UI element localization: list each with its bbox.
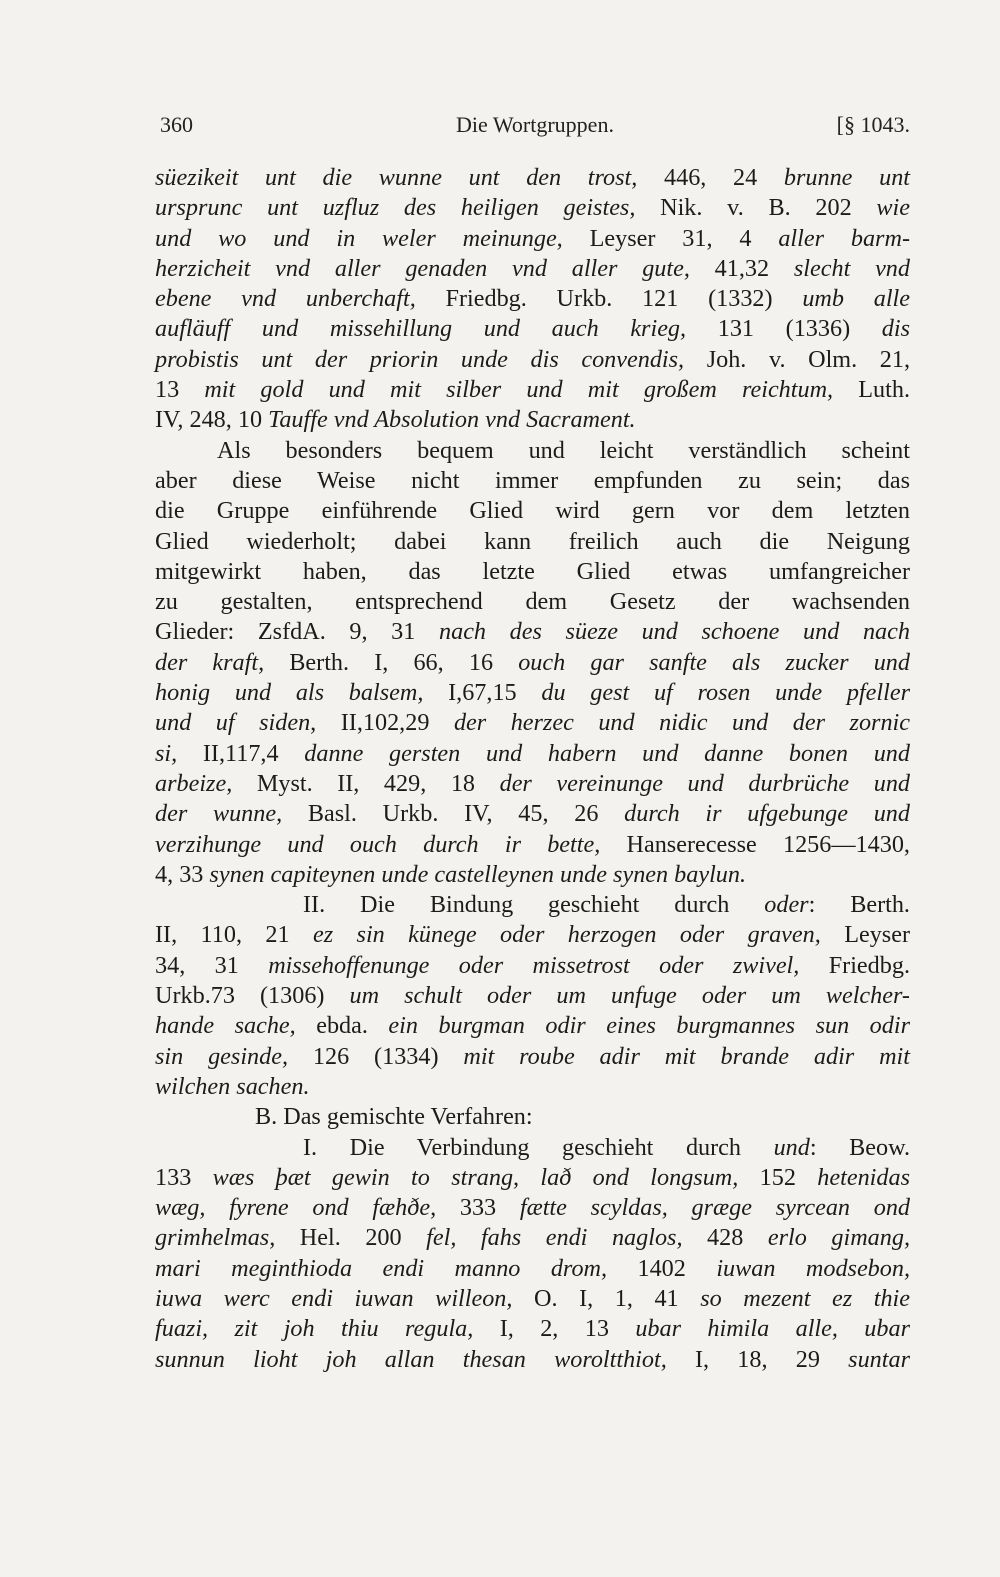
text-line [155, 1163, 910, 1193]
italic-quote: danne gersten und habern und danne bonen und [304, 739, 910, 767]
text-run: : Beow. [809, 1133, 911, 1161]
text-run: O. I, 1, 41 [512, 1284, 701, 1312]
body-text [155, 163, 910, 1375]
italic-quote: herzicheit vnd aller genaden vnd aller gute, [155, 254, 690, 282]
text-run: : Berth. [808, 891, 910, 919]
text-line [155, 163, 910, 193]
text-line [155, 496, 910, 526]
text-line [155, 648, 910, 678]
italic-quote: iuwan modsebon, [716, 1254, 911, 1282]
text-run: 34, 31 [155, 951, 269, 979]
italic-quote: umb alle [802, 285, 911, 313]
text-run: ebda. [295, 1012, 389, 1040]
text-run: Joh. v. Olm. 21, [684, 345, 910, 373]
italic-quote: si, [155, 739, 178, 767]
text-run: Nik. v. B. 202 [635, 194, 877, 222]
text-run: mitgewirkt haben, das letzte Glied etwas umfangreicher [155, 557, 910, 585]
text-line [155, 405, 910, 435]
text-line [155, 224, 910, 254]
text-run: 126 (1334) [288, 1042, 464, 1070]
text-line [155, 951, 910, 981]
text-line [155, 345, 910, 375]
italic-quote: erlo gimang, [767, 1224, 911, 1252]
italic-quote: aufläuff und missehillung und auch krieg, [155, 315, 687, 343]
italic-quote: wie [876, 194, 910, 222]
text-line [155, 1011, 910, 1041]
italic-quote: arbeize, [155, 769, 233, 797]
text-run: Leyser [820, 921, 911, 949]
italic-quote: brunne unt [783, 164, 911, 191]
text-line [155, 1314, 910, 1344]
italic-quote: hande sache, [155, 1012, 296, 1040]
italic-quote: und [773, 1133, 810, 1161]
italic-quote: probistis unt der priorin unde dis convendis, [155, 345, 685, 373]
text-line [155, 860, 910, 890]
italic-quote: iuwa werc endi iuwan willeon, [155, 1284, 513, 1312]
text-run: 1402 [607, 1254, 717, 1282]
text-run: IV, 248, 10 [155, 406, 269, 434]
italic-quote: honig und als balsem, [155, 679, 424, 707]
text-line [155, 1072, 910, 1102]
text-line [155, 920, 910, 950]
italic-quote: mit roube adir mit brande adir mit [463, 1042, 910, 1070]
text-line [155, 527, 910, 557]
text-line [155, 739, 910, 769]
text-line [155, 890, 910, 920]
text-line [155, 436, 910, 466]
italic-quote: wæs þæt gewin to strang, lað ond longsum, [212, 1163, 739, 1191]
text-run: Hanserecesse 1256—1430, [600, 830, 910, 858]
text-line [155, 1254, 910, 1284]
text-run: I. Die Verbindung geschieht durch [303, 1133, 774, 1161]
italic-quote: ein burgman odir eines burgmannes sun odir [388, 1012, 910, 1040]
section-marker: [§ 1043. [836, 112, 910, 137]
italic-quote: fuazi, zit joh thiu regula, [155, 1315, 474, 1343]
text-run: I, 18, 29 [666, 1345, 849, 1373]
text-run: Luth. [833, 376, 910, 404]
text-run: II,102,29 [316, 709, 454, 737]
italic-quote: der herzec und nidic und der zornic [453, 709, 911, 737]
text-line [155, 1345, 910, 1375]
italic-quote: dis [881, 315, 910, 343]
italic-quote: der wunne, [155, 800, 283, 828]
italic-quote: hetenidas [817, 1163, 910, 1191]
italic-quote: mit gold und mit silber und mit großem reichtum, [204, 376, 834, 404]
italic-quote: mari meginthioda endi manno drom, [155, 1254, 608, 1282]
page-header [160, 112, 910, 142]
text-line [155, 193, 910, 223]
text-run: Myst. II, 429, 18 [232, 769, 500, 797]
text-run: I, 2, 13 [473, 1315, 636, 1343]
text-line [155, 587, 910, 617]
italic-quote: der kraft, [155, 648, 265, 676]
text-line [155, 254, 910, 284]
text-run: II, 110, 21 [155, 921, 313, 949]
text-run: 131 (1336) [686, 315, 882, 343]
running-title: Die Wortgruppen. [456, 112, 614, 137]
text-run: 133 [155, 1163, 213, 1191]
text-run: 41,32 [689, 254, 794, 282]
text-line [155, 708, 910, 738]
italic-quote: slecht vnd [793, 254, 910, 282]
text-line [155, 769, 910, 799]
text-run: II. Die Bindung geschieht durch [303, 891, 765, 919]
italic-quote: grimhelmas, [155, 1224, 276, 1252]
italic-quote: du gest uf rosen unde pfeller [541, 679, 910, 707]
text-run: Leyser 31, 4 [562, 224, 779, 252]
text-run: 13 [155, 376, 205, 404]
italic-quote: ursprunc unt uzfluz des heiligen geistes, [155, 194, 636, 222]
text-run: Glieder: ZsfdA. 9, 31 [155, 618, 439, 646]
text-run: 446, 24 [637, 164, 784, 191]
text-line [155, 1223, 910, 1253]
italic-quote: missehoffenunge oder missetrost oder zwivel, [268, 951, 800, 979]
italic-quote: oder [764, 891, 809, 919]
text-run: Hel. 200 [275, 1224, 427, 1252]
italic-quote: suntar [848, 1345, 910, 1373]
italic-quote: und uf siden, [155, 709, 317, 737]
text-run: Glied wiederholt; dabei kann freilich auch die Neigung [155, 527, 910, 555]
italic-quote: um schult oder um unfuge oder um welcher- [349, 982, 910, 1010]
text-run: 428 [682, 1224, 768, 1252]
italic-quote: der vereinunge und durbrüche und [499, 769, 911, 797]
italic-quote: ez sin künege oder herzogen oder graven, [312, 921, 821, 949]
text-line [155, 1042, 910, 1072]
italic-quote: synen capiteynen unde castelleynen unde synen baylun. [209, 860, 747, 888]
text-line [155, 1284, 910, 1314]
text-line [155, 981, 910, 1011]
text-run: B. Das gemischte Verfahren: [255, 1103, 533, 1131]
text-line [155, 1193, 910, 1223]
italic-quote: aller barm- [778, 224, 910, 252]
text-run: 333 [436, 1194, 520, 1222]
text-run: Friedbg. Urkb. 121 (1332) [415, 285, 803, 313]
italic-quote: wæg, fyrene ond fæhðe, [155, 1194, 437, 1222]
text-run: Als besonders bequem und leicht verständlich scheint [217, 436, 910, 464]
italic-quote: wilchen sachen. [155, 1072, 310, 1100]
text-run: Berth. I, 66, 16 [264, 648, 519, 676]
text-run: I,67,15 [423, 679, 542, 707]
text-line [155, 799, 910, 829]
text-run: Friedbg. [799, 951, 911, 979]
text-line [155, 617, 910, 647]
text-line [155, 678, 910, 708]
italic-quote: süezikeit unt die wunne unt den trost, [155, 164, 638, 191]
italic-quote: fel, fahs endi naglos, [426, 1224, 683, 1252]
text-run: Urkb.73 (1306) [155, 982, 350, 1010]
text-line [155, 375, 910, 405]
text-run: Basl. Urkb. IV, 45, 26 [282, 800, 625, 828]
text-line [155, 1102, 910, 1132]
text-run: zu gestalten, entsprechend dem Gesetz der wachsenden [155, 588, 910, 616]
text-line [155, 1133, 910, 1163]
italic-quote: nach des süeze und schoene und nach [439, 618, 910, 646]
text-line [155, 830, 910, 860]
italic-quote: ebene vnd unberchaft, [155, 285, 416, 313]
italic-quote: durch ir ufgebunge und [624, 800, 910, 828]
text-run: II,117,4 [177, 739, 305, 767]
italic-quote: sunnun lioht joh allan thesan woroltthiot, [155, 1345, 667, 1373]
text-run: 4, 33 [155, 860, 210, 888]
text-line [155, 284, 910, 314]
text-line [155, 314, 910, 344]
italic-quote: ubar himila alle, ubar [635, 1315, 910, 1343]
text-line [155, 466, 910, 496]
italic-quote: und wo und in weler meinunge, [155, 224, 563, 252]
italic-quote: fætte scyldas, græge syrcean ond [519, 1194, 911, 1222]
italic-quote: sin gesinde, [155, 1042, 289, 1070]
italic-quote: verzihunge und ouch durch ir bette, [155, 830, 601, 858]
page-number: 360 [160, 112, 193, 137]
text-run: 152 [738, 1163, 818, 1191]
italic-quote: ouch gar sanfte als zucker und [518, 648, 910, 676]
text-run: aber diese Weise nicht immer empfunden zu sein; das [155, 466, 910, 494]
italic-quote: Tauffe vnd Absolution vnd Sacrament. [268, 406, 636, 434]
italic-quote: so mezent ez thie [700, 1284, 910, 1312]
text-run: die Gruppe einführende Glied wird gern vor dem letzten [155, 497, 910, 525]
text-line [155, 557, 910, 587]
